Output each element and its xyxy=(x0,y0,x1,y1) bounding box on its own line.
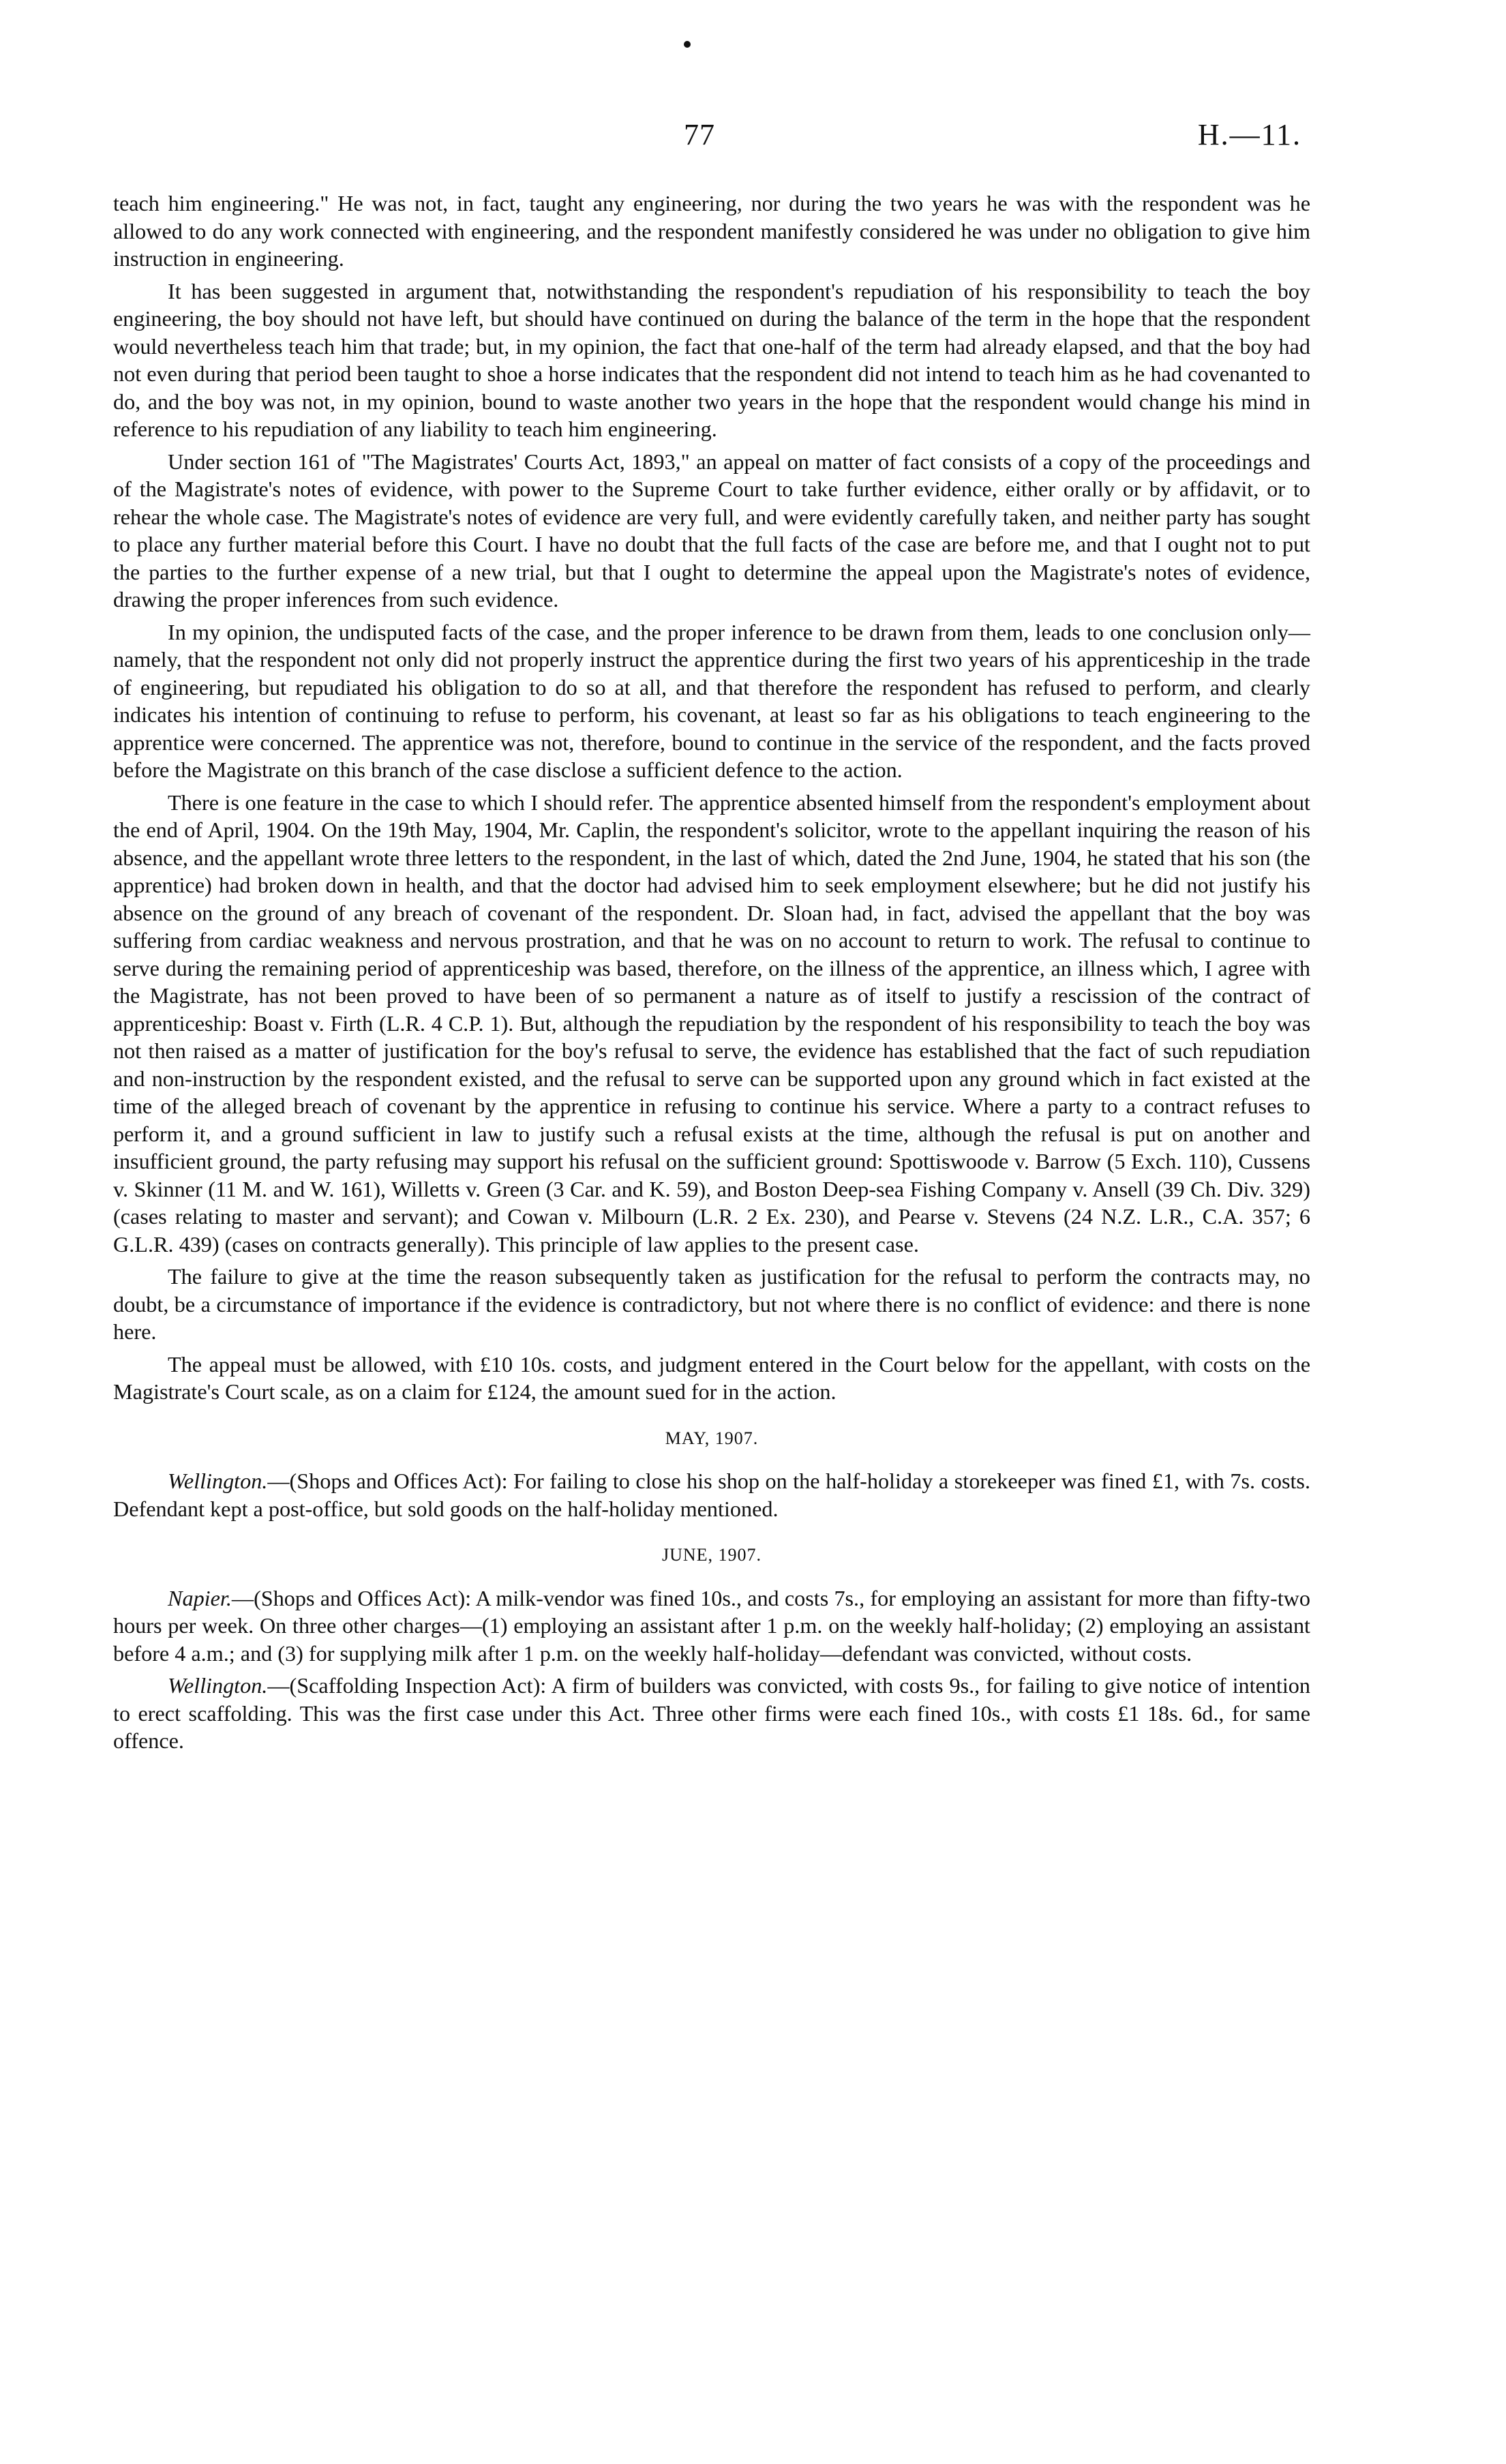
case-entry xyxy=(113,1672,1310,1755)
case-place: Wellington. xyxy=(168,1673,268,1698)
case-entry xyxy=(113,1467,1310,1522)
case-text: —(Shops and Offices Act): For failing to close his shop on the half-holiday a storekeeper was fined £1, with 7s. costs. Defendant kept a post-office, but sold goods on the half-holiday mentioned. xyxy=(113,1469,1310,1521)
case-place: Wellington. xyxy=(168,1469,268,1493)
case-entry xyxy=(113,1584,1310,1668)
paragraph: It has been suggested in argument that, notwithstanding the respondent's repudiation of his responsibility to teach the boy engineering, the boy should not have left, but should have continued on during the balance of the term in the hope that the respondent would nevertheless teach him that trade; but, in my opinion, the fact that one-half of the term had already elapsed, and that the boy had not even during that period been taught to shoe a horse indicates that the respondent did not intend to teach him as he had covenanted to do, and the boy was not, in my opinion, bound to waste another two years in the hope that the respondent would change his mind in reference to his repudiation of any liability to teach him engineering. xyxy=(113,278,1310,441)
page-number: 77 xyxy=(684,118,715,151)
document-body xyxy=(113,190,1310,1760)
page-mark xyxy=(684,41,691,48)
case-text: —(Scaffolding Inspection Act): A firm of builders was convicted, with costs 9s., for failing to give notice of intention to erect scaffolding. This was the first case under this Act. Three other firms were each fined 10s., with costs £1 18s. 6d., for same offence. xyxy=(113,1673,1310,1753)
case-place: Napier. xyxy=(168,1585,232,1610)
paragraph: The failure to give at the time the reason subsequently taken as justification for the refusal to perform the contracts may, no doubt, be a circumstance of importance if the evidence is contradictory, but not where there is no conflict of evidence: and there is none here. xyxy=(113,1264,1310,1344)
paragraph: The appeal must be allowed, with £10 10s. costs, and judgment entered in the Court below for the appellant, with costs on the Magistrate's Court scale, as on a claim for £124, the amount sued for in the action. xyxy=(113,1351,1310,1404)
paragraph: Under section 161 of "The Magistrates' Courts Act, 1893," an appeal on matter of fact consists of a copy of the proceedings and of the Magistrate's notes of evidence, with power to the Supreme Court to take further evidence, either orally or by affidavit, or to rehear the whole case. The Magistrate's notes of evidence are very full, and were evidently carefully taken, and neither party has sought to place any further material before this Court. I have no doubt that the full facts of the case are before me, and that I ought not to put the parties to the further expense of a new trial, but that I ought to determine the appeal upon the Magistrate's notes of evidence, drawing the proper inferences from such evidence. xyxy=(113,449,1310,612)
paragraph: There is one feature in the case to which I should refer. The apprentice absented himself from the respondent's employment about the end of April, 1904. On the 19th May, 1904, Mr. Caplin, the respondent's solicitor, wrote to the appellant inquiring the reason of his absence, and the appellant wrote three letters to the respondent, in the last of which, dated the 2nd June, 1904, he stated that his son (the apprentice) had broken down in health, and that the doctor had advised him to seek employment elsewhere; but he did not justify his absence on the ground of any breach of covenant of the respondent. Dr. Sloan had, in fact, advised the appellant that the boy was suffering from cardiac weakness and nervous prostration, and that he was on no account to return to work. The refusal to continue to serve during the remaining period of apprenticeship was based, therefore, on the illness of the apprentice, an illness which, I agree with the Magistrate, has not been proved to have been of so permanent a nature as of itself to justify a rescission of the contract of apprenticeship: Boast v. Firth (L.R. 4 C.P. 1). But, although the repudiation by the respondent of his responsibility to teach the boy was not then raised as a matter of justification for the boy's refusal to serve, the evidence has established that the fact of such repudiation and non-instruction by the respondent existed, and the refusal to serve can be supported upon any ground which in fact existed at the time of the alleged breach of covenant by the apprentice in refusing to continue his service. Where a party to a contract refuses to perform it, and a ground sufficient in law to justify such a refusal exists at the time, although the refusal is put on another and insufficient ground, the party refusing may support his refusal on the sufficient ground: Spottiswoode v. Barrow (5 Exch. 110), Cussens v. Skinner (11 M. and W. 161), Willetts v. Green (3 Car. and K. 59), and Boston Deep-sea Fishing Company v. Ansell (39 Ch. Div. 329) (cases relating to master and servant); and Cowan v. Milbourn (L.R. 2 Ex. 230), and Pearse v. Stevens (24 N.Z. L.R., C.A. 357; 6 G.L.R. 439) (cases on contracts generally). This principle of law applies to the present case. xyxy=(113,790,1310,1257)
paragraph: In my opinion, the undisputed facts of the case, and the proper inference to be drawn from them, leads to one conclusion only—namely, that the respondent not only did not properly instruct the apprentice during the first two years of his apprenticeship in the trade of engineering, but repudiated his obligation to do so at all, and that therefore the respondent has refused to perform, and clearly indicates his intention of continuing to refuse to perform, his covenant, at least so far as his obligations to teach engineering to the apprentice were concerned. The apprentice was not, therefore, bound to continue in the service of the respondent, and the facts proved before the Magistrate on this branch of the case disclose a sufficient defence to the action. xyxy=(113,619,1310,782)
document-reference: H.—11. xyxy=(1197,118,1301,151)
section-heading-may: MAY, 1907. xyxy=(665,1428,759,1448)
section-heading-june: JUNE, 1907. xyxy=(661,1545,762,1565)
case-text: —(Shops and Offices Act): A milk-vendor was fined 10s., and costs 7s., for employing an assistant for more than fifty-two hours per week. On three other charges—(1) employing an assistant after 1 p.m. on the weekly half-holiday; (2) employing an assistant before 4 a.m.; and (3) for supplying milk after 1 p.m. on the weekly half-holiday—defendant was convicted, without costs. xyxy=(113,1585,1310,1666)
paragraph: teach him engineering." He was not, in fact, taught any engineering, nor during the two years he was with the respondent was he allowed to do any work connected with engineering, and the respondent manifestly considered he was under no obligation to give him instruction in engineering. xyxy=(113,191,1310,271)
